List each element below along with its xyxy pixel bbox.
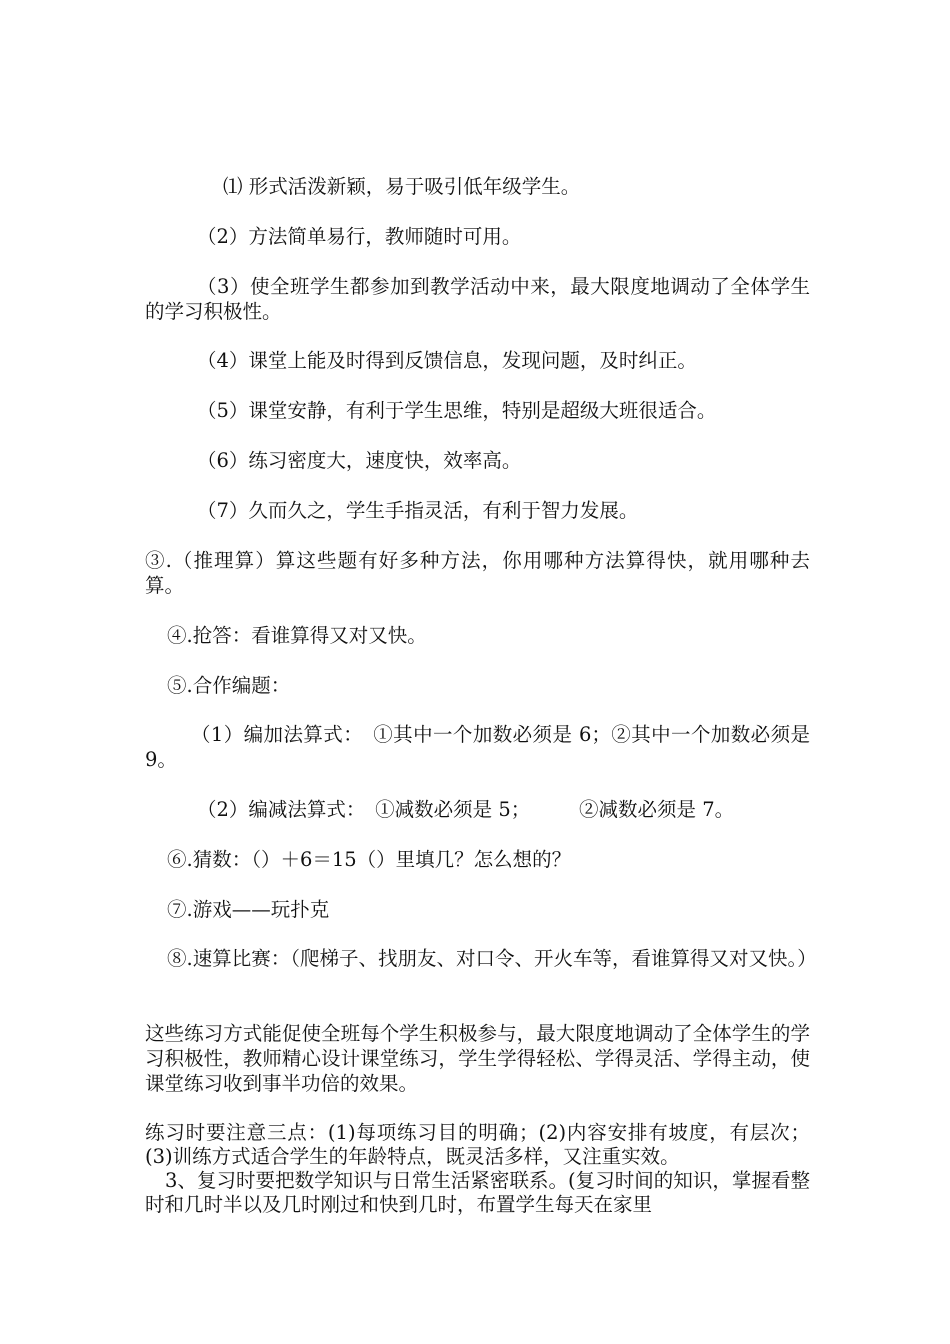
paragraph-feature-6: （6）练习密度大，速度快，效率高。 (197, 449, 522, 472)
paragraph-feature-7: （7）久而久之，学生手指灵活，有利于智力发展。 (197, 499, 639, 522)
paragraph-summary: 这些练习方式能促使全班每个学生积极参与，最大限度地调动了全体学生的学习积极性，教师精心设计课堂练习，学生学得轻松、学得灵活、学得主动，使课堂练习收到事半功倍的效果。 (145, 1022, 810, 1095)
paragraph-guess-number: ⑥.猜数：（）＋6＝15（）里填几？怎么想的？ (167, 848, 572, 871)
paragraph-quick-answer: ④.抢答：看谁算得又对又快。 (167, 624, 427, 647)
paragraph-feature-2: （2）方法简单易行，教师随时可用。 (197, 225, 522, 248)
paragraph-feature-5: （5）课堂安静，有利于学生思维，特别是超级大班很适合。 (197, 399, 717, 422)
paragraph-poker-game: ⑦.游戏——玩扑克 (167, 898, 330, 921)
paragraph-review-life: 3、复习时要把数学知识与日常生活紧密联系。(复习时间的知识，掌握看整时和几时半以及几时刚过和快到几时，布置学生每天在家里 (145, 1169, 810, 1216)
paragraph-reasoning-calculation: ③.（推理算）算这些题有好多种方法，你用哪种方法算得快，就用哪种去算。 (145, 549, 810, 597)
paragraph-addition-problem: （1）编加法算式： ①其中一个加数必须是 6；②其中一个加数必须是 9。 (145, 723, 810, 771)
paragraph-speed-contest: ⑧.速算比赛：（爬梯子、找朋友、对口令、开火车等，看谁算得又对又快。） (167, 947, 817, 970)
paragraph-subtraction-problem: （2）编减法算式： ①减数必须是 5； ②减数必须是 7。 (197, 798, 735, 821)
paragraph-feature-1: ⑴ 形式活泼新颖，易于吸引低年级学生。 (223, 175, 581, 198)
paragraph-three-points: 练习时要注意三点：(1)每项练习目的明确；(2)内容安排有坡度，有层次；(3)训练方式适合学生的年龄特点，既灵活多样，又注重实效。 (145, 1121, 810, 1168)
paragraph-feature-4: （4）课堂上能及时得到反馈信息，发现问题，及时纠正。 (197, 349, 697, 372)
paragraph-cooperative-problem: ⑤.合作编题： (167, 674, 291, 697)
paragraph-feature-3: （3）使全班学生都参加到教学活动中来，最大限度地调动了全体学生的学习积极性。 (145, 275, 810, 323)
